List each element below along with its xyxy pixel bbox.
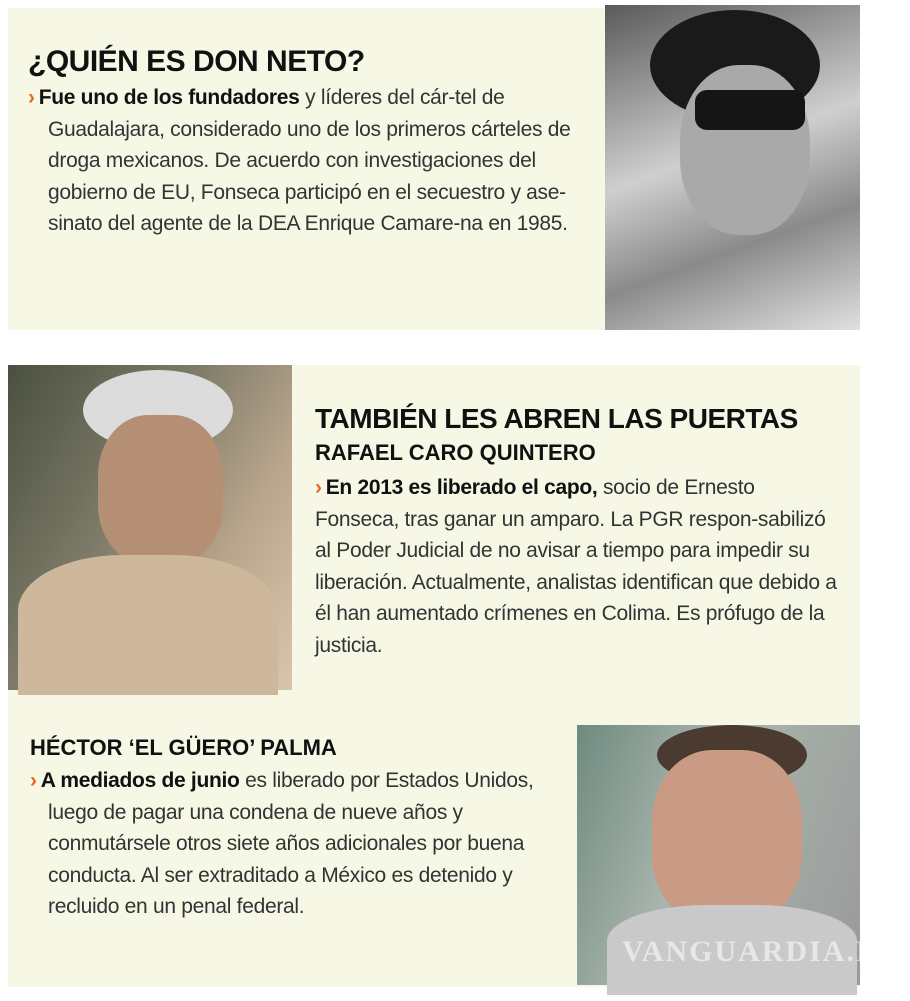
don-neto-lead: Fue uno de los fundadores bbox=[38, 86, 300, 109]
watermark: VANGUARDIA.MX bbox=[622, 935, 910, 968]
don-neto-body: y líderes del cár-tel de Guadalajara, considerado uno de los primeros cárteles de droga mexicanos. De acuerdo con investigaciones del gobierno de EU, Fonseca participó en el secuestro y ase-sinato del agente de la DEA Enrique Camare-na en 1985. bbox=[48, 86, 571, 235]
caro-quintero-lead: En 2013 es liberado el capo, bbox=[325, 476, 598, 499]
palma-text bbox=[30, 765, 558, 923]
palma-name: HÉCTOR ‘EL GÜERO’ PALMA bbox=[30, 735, 337, 760]
arrow-icon: › bbox=[30, 769, 37, 792]
caro-quintero-name: RAFAEL CARO QUINTERO bbox=[315, 440, 596, 465]
palma-body: es liberado por Estados Unidos, luego de pagar una condena de nueve años y conmutársele otros siete años adicionales por buena conducta. Al ser extraditado a México es detenido y recluido en un penal federal. bbox=[48, 769, 534, 918]
arrow-icon: › bbox=[315, 476, 322, 499]
caro-quintero-body: socio de Ernesto Fonseca, tras ganar un amparo. La PGR respon-sabilizó al Poder Judicial de no avisar a tiempo para impedir su liberación. Actualmente, analistas identifican que debido a él han aumentado crímenes en Colima. Es prófugo de la justicia. bbox=[315, 476, 837, 657]
don-neto-text bbox=[28, 82, 588, 240]
don-neto-title: ¿QUIÉN ES DON NETO? bbox=[28, 45, 365, 78]
palma-lead: A mediados de junio bbox=[40, 769, 240, 792]
caro-quintero-text bbox=[315, 472, 840, 661]
don-neto-photo bbox=[605, 5, 860, 330]
palma-photo bbox=[577, 725, 910, 985]
arrow-icon: › bbox=[28, 86, 35, 109]
caro-quintero-photo bbox=[8, 365, 292, 690]
section-title: TAMBIÉN LES ABREN LAS PUERTAS bbox=[315, 403, 798, 434]
